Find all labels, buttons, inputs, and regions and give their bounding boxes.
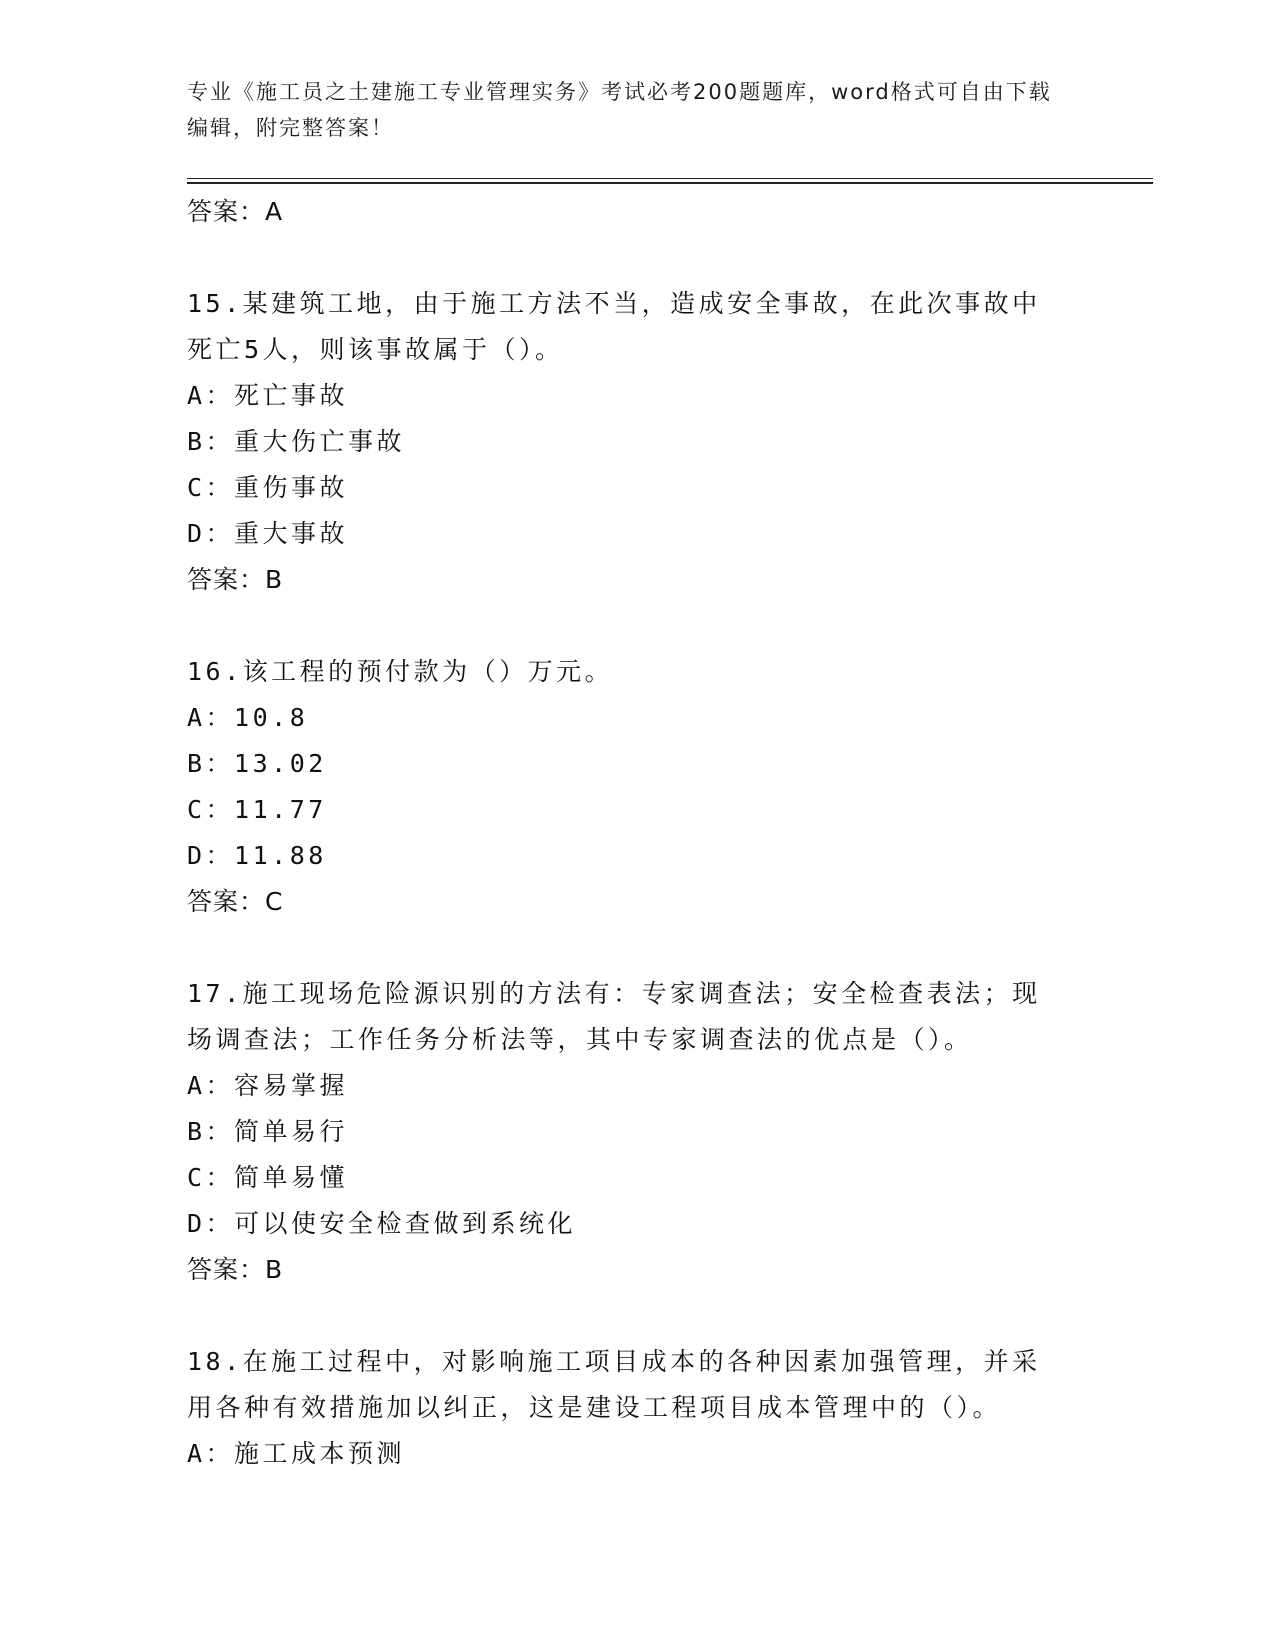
option-a: A：死亡事故 <box>187 381 349 410</box>
option-a: A：容易掌握 <box>187 1071 349 1100</box>
header-rule-thin <box>187 178 1153 179</box>
option-d: D：11.88 <box>187 841 327 870</box>
option-b: B：13.02 <box>187 749 327 778</box>
question-18 <box>187 1339 1087 1477</box>
header-rule-thick <box>187 182 1153 184</box>
question-15 <box>187 281 1087 603</box>
option-b: B：简单易行 <box>187 1117 349 1146</box>
option-c: C：简单易懂 <box>187 1163 349 1192</box>
answer-14: 答案：A <box>187 197 284 226</box>
question-list <box>187 189 1087 1477</box>
option-b: B：重大伤亡事故 <box>187 427 406 456</box>
question-stem: 18.在施工过程中，对影响施工项目成本的各种因素加强管理，并采用各种有效措施加以纠正，这是建设工程项目成本管理中的（）。 <box>187 1347 1041 1422</box>
question-16 <box>187 649 1087 925</box>
document-header: 专业《施工员之土建施工专业管理实务》考试必考200题题库，word格式可自由下载编辑，附完整答案！ <box>187 80 1052 140</box>
option-a: A：10.8 <box>187 703 309 732</box>
option-c: C：11.77 <box>187 795 327 824</box>
answer-17: 答案：B <box>187 1255 284 1284</box>
question-stem: 15.某建筑工地，由于施工方法不当，造成安全事故，在此次事故中死亡5人，则该事故属于（）。 <box>187 289 1041 364</box>
option-d: D：可以使安全检查做到系统化 <box>187 1209 577 1238</box>
option-d: D：重大事故 <box>187 519 349 548</box>
question-stem: 16.该工程的预付款为（）万元。 <box>187 657 614 686</box>
answer-16: 答案：C <box>187 887 284 916</box>
option-c: C：重伤事故 <box>187 473 349 502</box>
question-stem: 17.施工现场危险源识别的方法有：专家调查法；安全检查表法；现场调查法；工作任务分析法等，其中专家调查法的优点是（）。 <box>187 979 1041 1054</box>
answer-15: 答案：B <box>187 565 284 594</box>
question-17 <box>187 971 1087 1293</box>
option-a: A：施工成本预测 <box>187 1439 406 1468</box>
